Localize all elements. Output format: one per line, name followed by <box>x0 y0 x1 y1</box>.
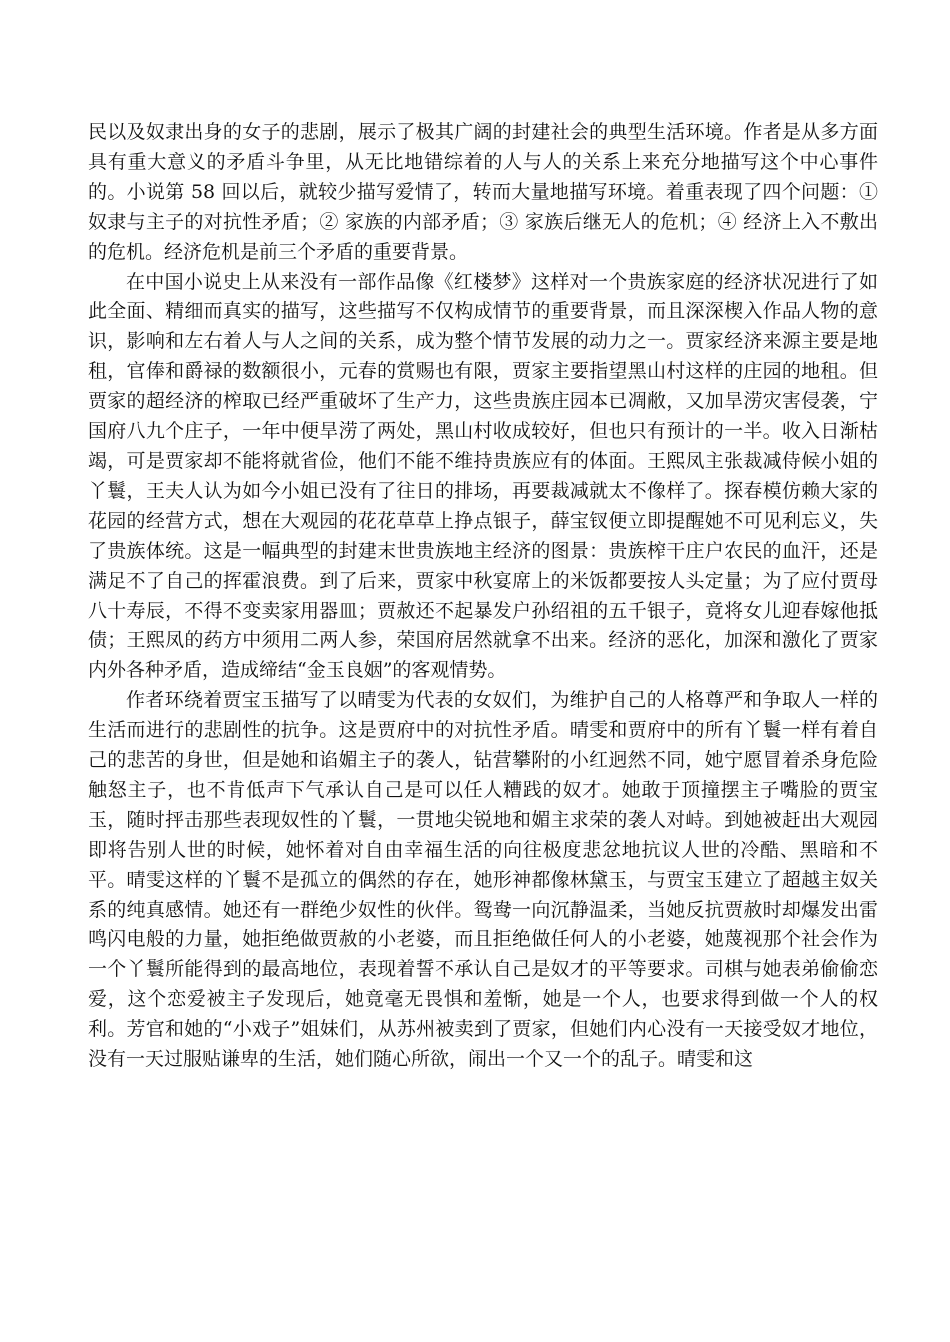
paragraph-servant-resistance: 作者环绕着贾宝玉描写了以晴雯为代表的女奴们，为维护自己的人格尊严和争取人一样的生活而进行的悲剧性的抗争。这是贾府中的对抗性矛盾。晴雯和贾府中的所有丫鬟一样有着自己的悲苦的身世，但是她和谄媚主子的袭人，钻营攀附的小红迥然不同，她宁愿冒着杀身危险触怒主子，也不肯低声下气承认自己是可以任人糟践的奴才。她敢于顶撞摆主子嘴脸的贾宝玉，随时抨击那些表现奴性的丫鬟，一贯地尖锐地和媚主求荣的袭人对峙。到她被赶出大观园即将告别人世的时候，她怀着对自由幸福生活的向往极度悲忿地抗议人世的冷酷、黑暗和不平。晴雯这样的丫鬟不是孤立的偶然的存在，她形神都像林黛玉，与贾宝玉建立了超越主奴关系的纯真感情。她还有一群绝少奴性的伙伴。鸳鸯一向沉静温柔，当她反抗贾赦时却爆发出雷鸣闪电般的力量，她拒绝做贾赦的小老婆，而且拒绝做任何人的小老婆，她蔑视那个社会作为一个丫鬟所能得到的最高地位，表现着誓不承认自己是奴才的平等要求。司棋与她表弟偷偷恋爱，这个恋爱被主子发现后，她竟毫无畏惧和羞惭，她是一个人，也要求得到做一个人的权利。芳官和她的“小戏子”姐妹们，从苏州被卖到了贾家，但她们内心没有一天接受奴才地位，没有一天过服贴谦卑的生活，她们随心所欲，闹出一个又一个的乱子。晴雯和这 <box>88 689 878 1071</box>
paragraph-continuation: 民以及奴隶出身的女子的悲剧，展示了极其广阔的封建社会的典型生活环境。作者是从多方面具有重大意义的矛盾斗争里，从无比地错综着的人与人的关系上来充分地描写这个中心事件的。小说第 58 回以后，就较少描写爱情了，转而大量地描写环境。着重表现了四个问题：① 奴隶与主子的对抗性矛盾；② 家族的内部矛盾；③ 家族后继无人的危机；④ 经济上入不敷出的危机。经济危机是前三个矛盾的重要背景。 <box>88 121 878 263</box>
document-body <box>88 118 878 1075</box>
paragraph-economic-crisis: 在中国小说史上从来没有一部作品像《红楼梦》这样对一个贵族家庭的经济状况进行了如此全面、精细而真实的描写，这些描写不仅构成情节的重要背景，而且深深楔入作品人物的意识，影响和左右着人与人之间的关系，成为整个情节发展的动力之一。贾家经济来源主要是地租，官俸和爵禄的数额很小，元春的赏赐也有限，贾家主要指望黑山村这样的庄园的地租。但贾家的超经济的榨取已经严重破坏了生产力，这些贵族庄园本已凋敝，又加旱涝灾害侵袭，宁国府八九个庄子，一年中便旱涝了两处，黑山村收成较好，但也只有预计的一半。收入日渐枯竭，可是贾家却不能将就省俭，他们不能不维持贵族应有的体面。王熙凤主张裁减侍候小姐的丫鬟，王夫人认为如今小姐已没有了往日的排场，再要裁减就太不像样了。探春模仿赖大家的花园的经营方式，想在大观园的花花草草上挣点银子，薛宝钗便立即提醒她不可见利忘义，失了贵族体统。这是一幅典型的封建末世贵族地主经济的图景：贵族榨干庄户农民的血汗，还是满足不了自己的挥霍浪费。到了后来，贾家中秋宴席上的米饭都要按人头定量；为了应付贾母八十寿辰，不得不变卖家用器皿；贾赦还不起暴发户孙绍祖的五千银子，竟将女儿迎春嫁他抵债；王熙凤的药方中须用二两人参，荣国府居然就拿不出来。经济的恶化，加深和激化了贾家内外各种矛盾，造成缔结“金玉良姻”的客观情势。 <box>88 270 878 682</box>
